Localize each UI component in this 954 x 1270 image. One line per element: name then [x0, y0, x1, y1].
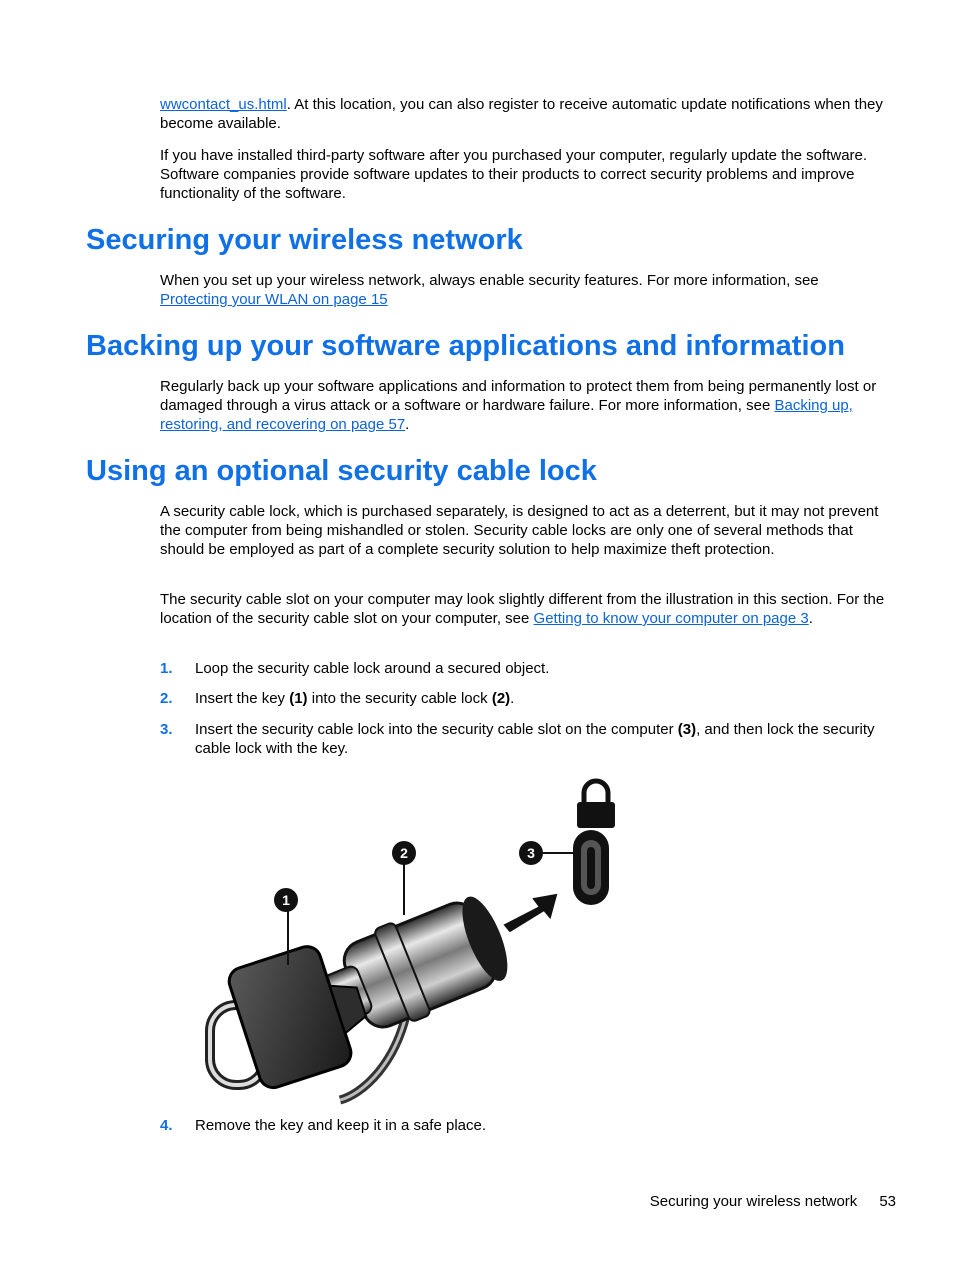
cable-lock-drawing	[200, 775, 620, 1105]
cable-paragraph-2: The security cable slot on your computer may look slightly different from the illustration in this section. For the location of the security cable slot on your computer, see Getting to know your computer on page 3.	[160, 591, 885, 627]
page-number: 53	[879, 1193, 896, 1210]
step-text: Remove the key and keep it in a safe place.	[195, 1117, 487, 1134]
backing-up-link[interactable]: Backing up, restoring, and recovering on page 57	[160, 397, 853, 433]
callout-label: 2	[400, 845, 408, 861]
intro-paragraph-1: wwcontact_us.html. At this location, you can also register to receive automatic update notifications when they become available.	[160, 96, 883, 132]
getting-to-know-link[interactable]: Getting to know your computer on page 3	[533, 610, 809, 627]
cable-paragraph-1: A security cable lock, which is purchased separately, is designed to act as a deterrent, but it may not prevent the computer from being mishandled or stolen. Security cable locks are only one of several methods that should be employed as part of a complete security solution to help maximize theft protection.	[160, 503, 879, 558]
protecting-wlan-link[interactable]: Protecting your WLAN on page 15	[160, 291, 388, 308]
page-footer	[650, 1192, 896, 1211]
step-text: Insert the key (1) into the security cable lock (2).	[195, 690, 515, 707]
callout-1	[274, 888, 298, 912]
heading-securing-wireless: Securing your wireless network	[86, 224, 523, 256]
wireless-paragraph: When you set up your wireless network, always enable security features. For more information, see Protecting your WLAN on page 15	[160, 272, 819, 308]
footer-section-title: Securing your wireless network	[649, 1193, 858, 1210]
step-number: 4.	[160, 1117, 173, 1134]
step-text: Insert the security cable lock into the security cable slot on the computer (3), and then lock the security cable lock with the key.	[195, 721, 875, 757]
callout-2	[392, 841, 416, 865]
step-number: 2.	[160, 690, 173, 707]
cable-lock-illustration	[200, 775, 620, 1105]
step-number: 1.	[160, 660, 173, 677]
callout-label: 1	[282, 892, 290, 908]
backup-paragraph: Regularly back up your software applications and information to protect them from being permanently lost or damaged through a virus attack or a software or hardware failure. For more information, see Backing up, restoring, and recovering on page 57.	[160, 378, 877, 433]
callout-label: 3	[527, 845, 535, 861]
heading-security-cable-lock: Using an optional security cable lock	[86, 455, 597, 487]
heading-backing-up: Backing up your software applications and information	[86, 330, 845, 362]
insert-arrow-icon	[505, 895, 556, 931]
step-number: 3.	[160, 721, 173, 738]
callout-3	[519, 841, 543, 865]
intro-paragraph-2: If you have installed third-party software after you purchased your computer, regularly update the software. Software companies provide software updates to their products to correct security problems and improve functionality of the software.	[160, 147, 868, 202]
wwcontact-link[interactable]: wwcontact_us.html	[160, 96, 287, 113]
step-text: Loop the security cable lock around a secured object.	[195, 660, 550, 677]
padlock-icon	[577, 781, 615, 828]
